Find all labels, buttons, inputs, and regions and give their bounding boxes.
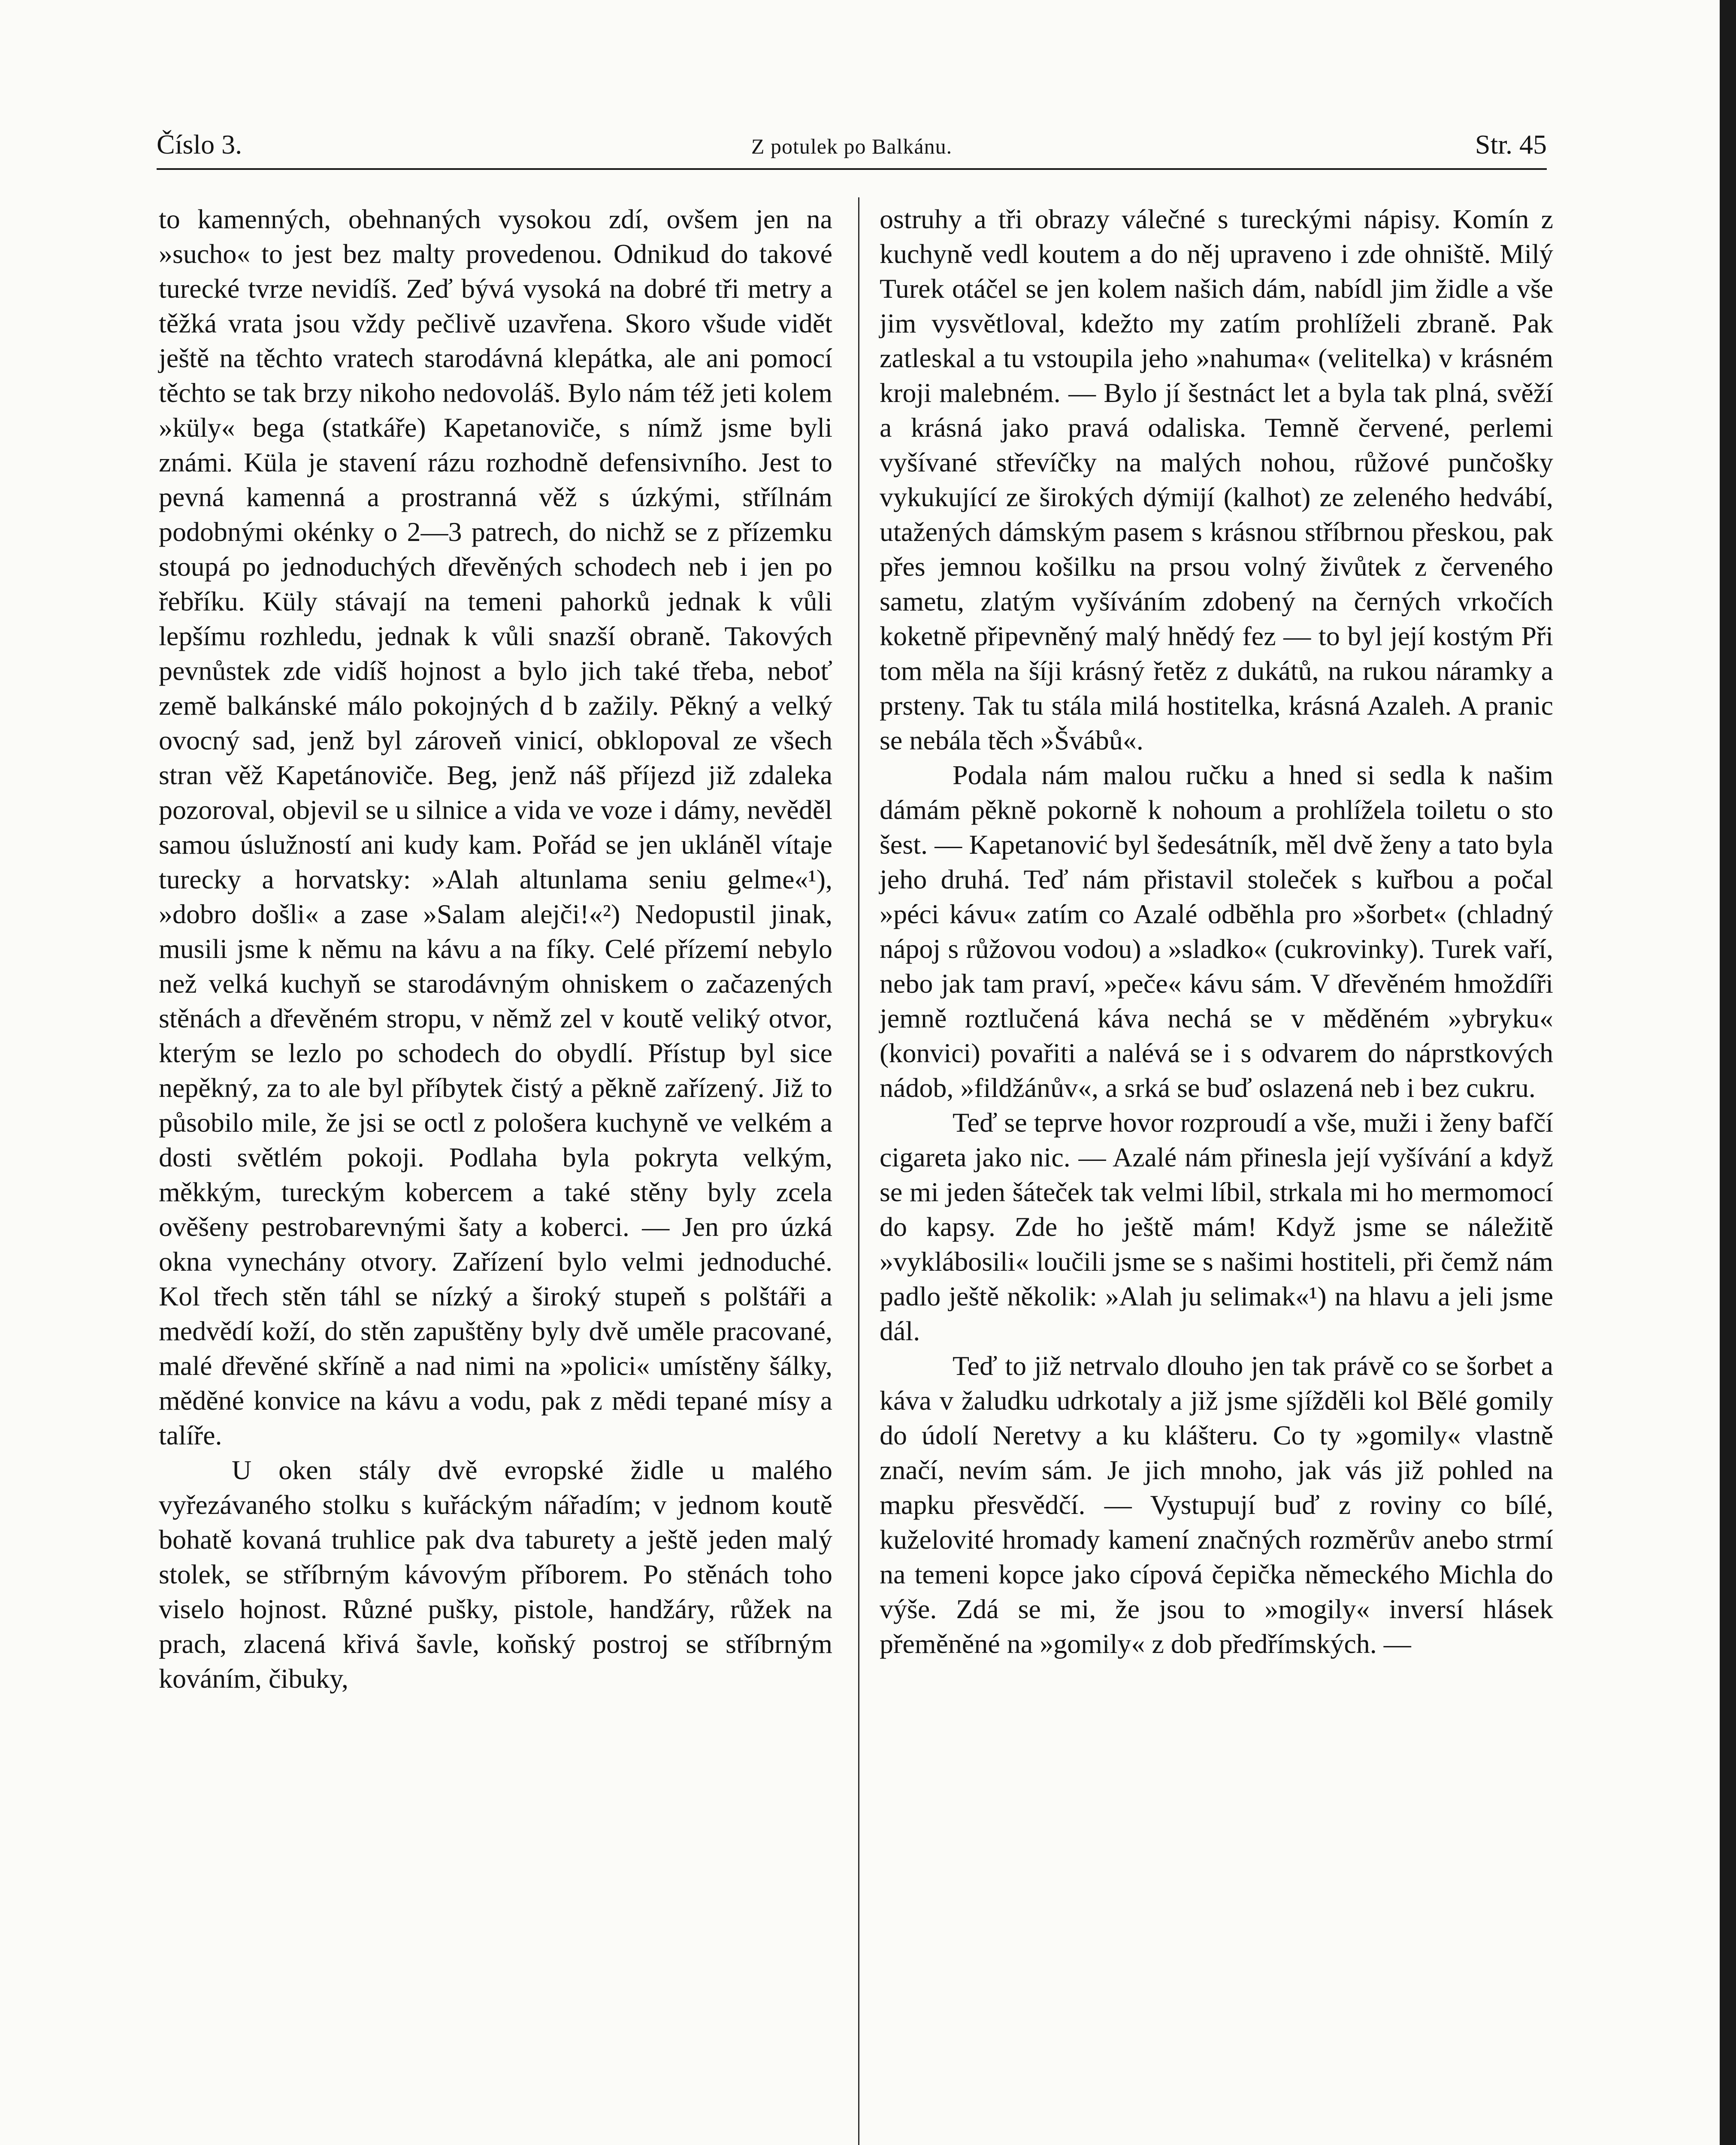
page-number: Str. 45 [1475,129,1547,160]
paragraph: Teď se teprve hovor rozproudí a vše, muži i ženy bafčí cigareta jako nic. — Azalé nám přinesla její vyšívání a když se mi jeden šáteček tak velmi líbil, strkala mi ho mermomocí do kapsy. Zde ho ještě mám! Když jsme se náležitě »vyklábosili« loučili jsme se s našimi hostiteli, při čemž nám padlo ještě několik: »Alah ju selimak«¹) na hlavu a jeli jsme dál. [880,1107,1553,1346]
issue-number: Číslo 3. [157,129,242,160]
right-column [880,202,1553,1661]
header-rule [157,168,1547,170]
paragraph: Teď to již netrvalo dlouho jen tak právě co se šorbet a káva v žaludku udrkotaly a již jsme sjížděli kol Bělé gomily do údolí Neretvy a ku klášteru. Co ty »gomily« vlastně značí, nevím sám. Je jich mnoho, jak vás již pohled na mapku přesvědčí. — Vystupují buď z roviny co bílé, kuželovité hromady kamení značných rozměrův anebo strmí na temeni kopce jako cípová čepička německého Michla do výše. Zdá se mi, že jsou to »mogily« inversí hlásek přeměněné na »gomily« z dob předřímských. — [880,1350,1553,1659]
paragraph: ostruhy a tři obrazy válečné s tureckými nápisy. Komín z kuchyně vedl koutem a do něj upraveno i zde ohniště. Milý Turek otáčel se jen kolem našich dám, nabídl jim židle a vše jim vysvětloval, kdežto my zatím prohlíželi zbraně. Pak zatleskal a tu vstoupila jeho »nahuma« (velitelka) v krásném kroji malebném. — Bylo jí šestnáct let a byla tak plná, svěží a krásná jako pravá odaliska. Temně červené, perlemi vyšívané střevíčky na malých nohou, růžové punčošky vykukující ze širokých dýmijí (kalhot) ze zeleného hedvábí, utažených dámským pasem s krásnou stříbrnou přeskou, pak přes jemnou košilku na prsou volný živůtek z červeného sametu, zlatým vyšíváním zdobený na černých vrkočích koketně připevněný malý hnědý fez — to byl její kostým Při tom měla na šíji krásný řetěz z dukátů, na rukou náramky a prsteny. Tak tu stála milá hostitelka, krásná Azaleh. A pranic se nebála těch »Švábů«. [880,204,1553,755]
running-title: Z potulek po Balkánu. [751,134,953,158]
column-divider [858,197,859,2145]
scan-edge [1720,0,1736,2145]
paragraph: U oken stály dvě evropské židle u malého vyřezávaného stolku s kuřáckým nářadím; v jednom koutě bohatě kovaná truhlice pak dva taburety a ještě jeden malý stolek, se stříbrným kávovým příborem. Po stěnách toho viselo hojnost. Různé pušky, pistole, handžáry, růžek na prach, zlacená křivá šavle, koňský postroj se stříbrným kováním, čibuky, [159,1455,832,1694]
paragraph: to kamenných, obehnaných vysokou zdí, ovšem jen na »sucho« to jest bez malty provedenou. Odnikud do takové turecké tvrze nevidíš. Zeď bývá vysoká na dobré tři metry a těžká vrata jsou vždy pečlivě uzavřena. Skoro všude vidět ještě na těchto vratech starodávná klepátka, ale ani pomocí těchto se tak brzy nikoho nedovoláš. Bylo nám též jeti kolem »küly« bega (statkáře) Kapetanoviče, s nímž jsme byli známi. Küla je stavení rázu rozhodně defensivního. Jest to pevná kamenná a prostranná věž s úzkými, střílnám podobnými okénky o 2—3 patrech, do nichž se z přízemku stoupá po jednoduchých dřevěných schodech neb i jen po řebříku. Küly stávají na temeni pahorků jednak k vůli lepšímu rozhledu, jednak k vůli snazší obraně. Takových pevnůstek zde vidíš hojnost a bylo jich také třeba, neboť země balkánské málo pokojných d b zažily. Pěkný a velký ovocný sad, jenž byl zároveň vinicí, obklopoval ze všech stran věž Kapetánoviče. Beg, jenž náš příjezd již zdaleka pozoroval, objevil se u silnice a vida ve voze i dámy, nevěděl samou úslužností ani kudy kam. Pořád se jen ukláněl vítaje turecky a horvatsky: »Alah altunlama seniu gelme«¹), »dobro došli« a zase »Salam alejči!«²) Nedopustil jinak, musili jsme k němu na kávu a na fíky. Celé přízemí nebylo než velká kuchyň se starodávným ohniskem o začazených stěnách a dřevěném stropu, v němž zel v koutě veliký otvor, kterým se lezlo po schodech do obydlí. Přístup byl sice nepěkný, za to ale byl příbytek čistý a pěkně zařízený. Již to působilo mile, že jsi se octl z pološera kuchyně ve velkém a dosti světlém pokoji. Podlaha byla pokryta velkým, měkkým, tureckým kobercem a také stěny byly zcela ověšeny pestrobarevnými šaty a koberci. — Jen pro úzká okna vynechány otvory. Zařízení bylo velmi jednoduché. Kol třech stěn táhl se nízký a široký stupeň s polštáři a medvědí koží, do stěn zapuštěny byly dvě uměle pracované, malé dřevěné skříně a nad nimi na »polici« umístěny šálky, měděné konvice na kávu a vodu, pak z mědi tepané mísy a talíře. [159,204,832,1450]
paragraph: Podala nám malou ručku a hned si sedla k našim dámám pěkně pokorně k nohoum a prohlížela toiletu o sto šest. — Kapetanović byl šedesátník, měl dvě ženy a tato byla jeho druhá. Teď nám přistavil stoleček s kuřbou a počal »péci kávu« zatím co Azalé odběhla pro »šorbet« (chladný nápoj s růžovou vodou) a »sladko« (cukrovinky). Turek vaří, nebo jak tam praví, »peče« kávu sám. V dřevěném hmoždíři jemně roztlučená káva nechá se v měděném »ybryku« (konvici) povařiti a nalévá se i s odvarem do náprstkových nádob, »fildžánův«, a srká se buď oslazená neb i bez cukru. [880,760,1553,1103]
left-column [159,202,832,1696]
